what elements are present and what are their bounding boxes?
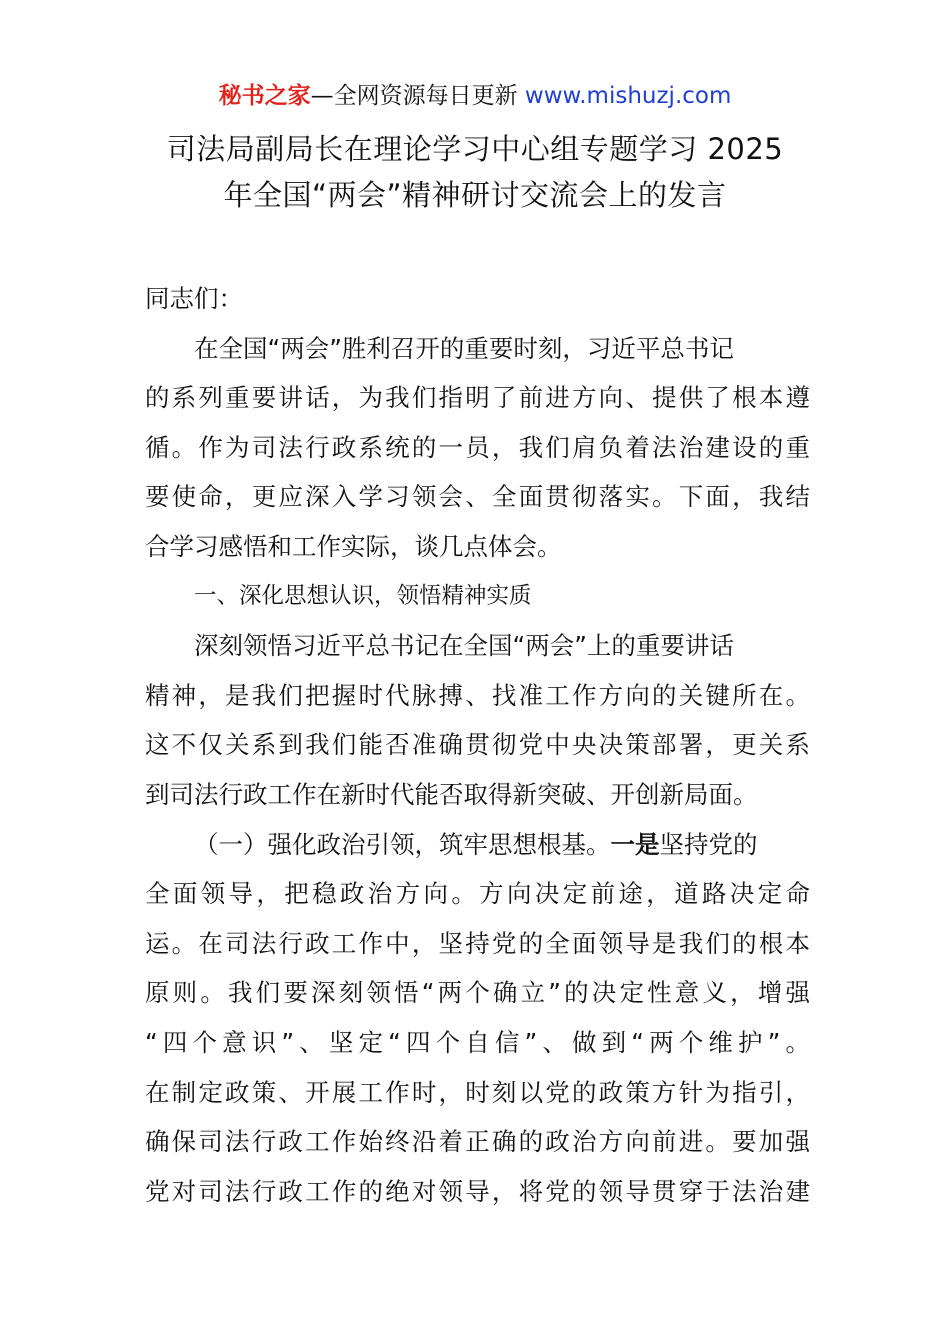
title-line-1: 司法局副局长在理论学习中心组专题学习 2025: [166, 132, 784, 166]
title-line-2: 年全国“两会”精神研讨交流会上的发言: [223, 178, 727, 212]
paragraph-line: 循。作为司法行政系统的一员，我们肩负着法治建设的重: [145, 432, 810, 462]
site-brand: 秘书之家: [218, 83, 311, 109]
site-url-link[interactable]: www.mishuzj.com: [524, 83, 732, 109]
paragraph-text: 坚持党的: [659, 829, 758, 859]
paragraph-line: 精神，是我们把握时代脉搏、找准工作方向的关键所在。: [145, 680, 810, 710]
paragraph-line: 在制定政策、开展工作时，时刻以党的政策方针为指引，: [145, 1077, 810, 1107]
paragraph-line: “四个意识”、坚定“四个自信”、做到“两个维护”。: [145, 1027, 810, 1057]
subsection-heading: （一）强化政治引领，筑牢思想根基。: [194, 829, 611, 859]
paragraph-line: 确保司法行政工作始终沿着正确的政治方向前进。要加强: [145, 1127, 810, 1157]
paragraph-line: 到司法行政工作在新时代能否取得新突破、开创新局面。: [145, 779, 758, 809]
document-body: [145, 274, 810, 1216]
paragraph-line: 运。在司法行政工作中，坚持党的全面领导是我们的根本: [145, 928, 810, 958]
paragraph-line: 原则。我们要深刻领悟“两个确立”的决定性意义，增强: [145, 978, 810, 1008]
paragraph-line: 的系列重要讲话，为我们指明了前进方向、提供了根本遵: [145, 383, 810, 413]
paragraph-line: 党对司法行政工作的绝对领导，将党的领导贯穿于法治建: [145, 1176, 810, 1206]
site-header: [0, 80, 950, 112]
paragraph-line: 这不仅关系到我们能否准确贯彻党中央决策部署，更关系: [145, 730, 810, 760]
paragraph-line: [145, 820, 810, 870]
paragraph-line: 深刻领悟习近平总书记在全国“两会”上的重要讲话: [194, 631, 734, 661]
section-heading: 一、深化思想认识，领悟精神实质: [194, 582, 532, 609]
document-title: [100, 126, 850, 218]
paragraph-line: 要使命，更应深入学习领会、全面贯彻落实。下面，我结: [145, 482, 810, 512]
paragraph-line: 全面领导，把稳政治方向。方向决定前途，道路决定命: [145, 879, 810, 909]
salutation: 同志们：: [145, 284, 243, 313]
bold-marker: 一是: [610, 829, 660, 859]
site-tagline: —全网资源每日更新: [310, 83, 525, 109]
paragraph-line: 合学习感悟和工作实际，谈几点体会。: [145, 531, 562, 561]
paragraph-line: 在全国“两会”胜利召开的重要时刻，习近平总书记: [194, 333, 734, 363]
